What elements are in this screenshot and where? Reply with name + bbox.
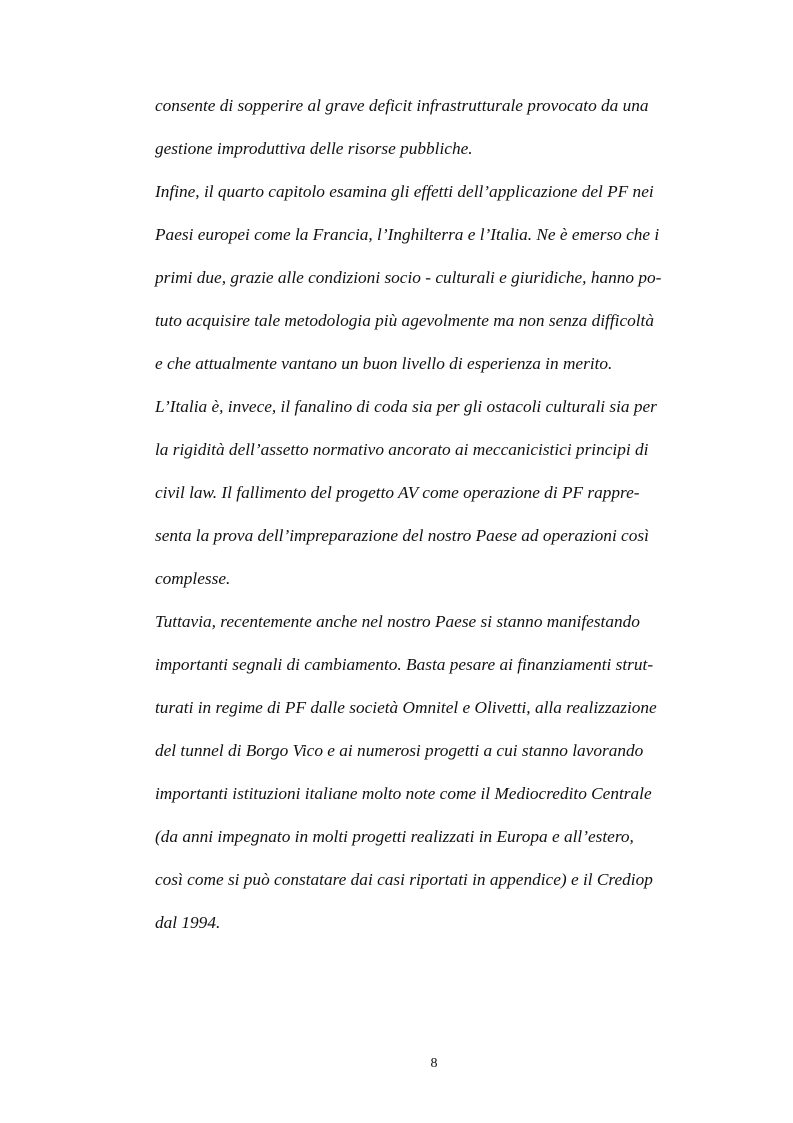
text-line: e che attualmente vantano un buon livello di esperienza in merito. — [155, 354, 613, 373]
text-line: senta la prova dell’impreparazione del nostro Paese ad operazioni così — [155, 526, 649, 545]
text-line: complesse. — [155, 569, 231, 588]
text-line: tuto acquisire tale metodologia più agevolmente ma non senza difficoltà — [155, 311, 655, 330]
text-line: turati in regime di PF dalle società Omnitel e Olivetti, alla realizzazione — [155, 698, 657, 717]
text-line: così come si può constatare dai casi riportati in appendice) e il Crediop — [155, 870, 653, 889]
text-line: Tuttavia, recentemente anche nel nostro Paese si stanno manifestando — [155, 612, 640, 631]
text-line: primi due, grazie alle condizioni socio - culturali e giuridiche, hanno po- — [155, 268, 662, 287]
text-line: importanti segnali di cambiamento. Basta pesare ai finanziamenti strut- — [155, 655, 654, 674]
text-line: (da anni impegnato in molti progetti realizzati in Europa e all’estero, — [155, 827, 634, 846]
text-line: del tunnel di Borgo Vico e ai numerosi progetti a cui stanno lavorando — [155, 741, 644, 760]
text-line: Infine, il quarto capitolo esamina gli effetti dell’applicazione del PF nei — [155, 182, 654, 201]
text-line: civil law. Il fallimento del progetto AV come operazione di PF rappre- — [155, 483, 640, 502]
text-line: Paesi europei come la Francia, l’Inghilterra e l’Italia. Ne è emerso che i — [155, 225, 660, 244]
page-number: 8 — [430, 1056, 438, 1071]
text-line: dal 1994. — [155, 913, 221, 932]
text-line: importanti istituzioni italiane molto note come il Mediocredito Centrale — [155, 784, 652, 803]
text-line: la rigidità dell’assetto normativo ancorato ai meccanicistici principi di — [155, 440, 649, 459]
text-line: L’Italia è, invece, il fanalino di coda sia per gli ostacoli culturali sia per — [155, 397, 657, 416]
text-line: gestione improduttiva delle risorse pubbliche. — [155, 139, 473, 158]
body-text — [155, 91, 715, 951]
text-line: consente di sopperire al grave deficit infrastrutturale provocato da una — [155, 96, 649, 115]
